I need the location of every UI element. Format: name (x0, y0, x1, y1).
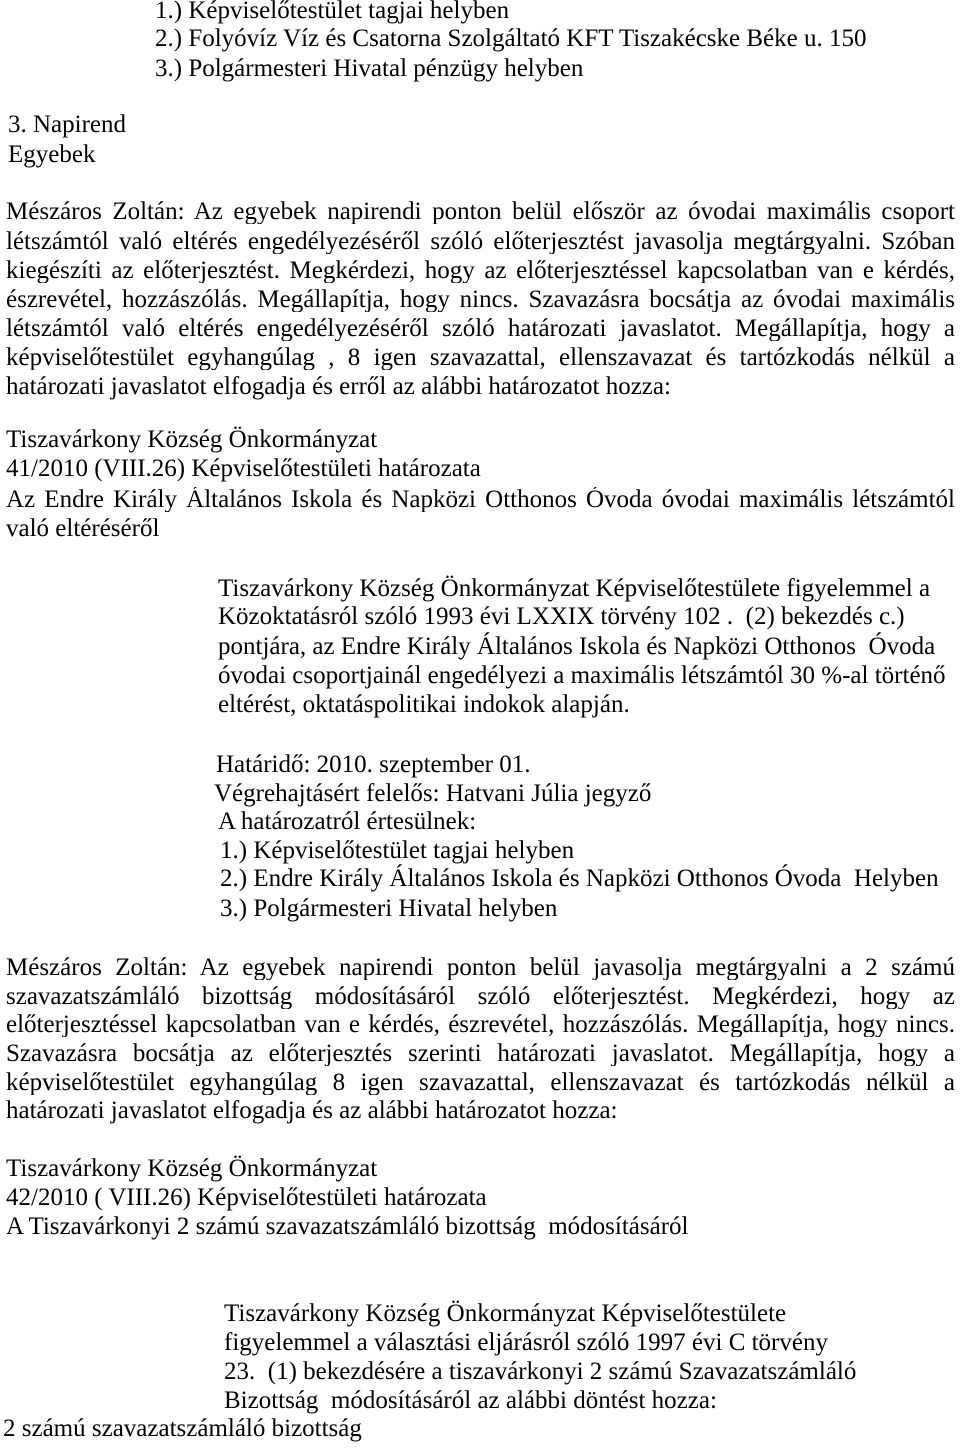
resolution-2-body-line: Bizottság módosításáról az alábbi döntést hozza: (224, 1387, 717, 1414)
resolution-1-notified-item: 1.) Képviselőtestület tagjai helyben (220, 837, 575, 864)
minutes-1-line: észrevétel, hozzászólás. Megállapítja, hogy nincs. Szavazásra bocsátja az óvodai maximális (6, 287, 955, 312)
distribution-item: 1.) Képviselőtestület tagjai helyben (155, 0, 510, 24)
resolution-1-notified-item: 2.) Endre Király Általános Iskola és Napközi Otthonos Óvoda Helyben (220, 865, 939, 892)
minutes-1-line: létszámtól való eltérés engedélyezéséről szóló határozati javaslatot. Megállapítja, hogy a (6, 316, 955, 341)
resolution-1-responsible: Végrehajtásért felelős: Hatvani Júlia jegyző (214, 780, 652, 807)
minutes-1-line: kiegészíti az előterjesztést. Megkérdezi, hogy az előterjesztéssel kapcsolatban van e kérdés, (6, 258, 955, 283)
minutes-2-line: határozati javaslatot elfogadja és az alábbi határozatot hozza: (6, 1097, 618, 1124)
minutes-2-line: szavazatszámláló bizottság módosításáról szóló előterjesztést. Megkérdezi, hogy az (6, 984, 955, 1009)
resolution-2-number: 42/2010 ( VIII.26) Képviselőtestületi határozata (6, 1184, 487, 1211)
resolution-2-body-line: figyelemmel a választási eljárásról szóló 1997 évi C törvény (224, 1329, 828, 1356)
resolution-2-issuer: Tiszavárkony Község Önkormányzat (6, 1155, 378, 1182)
resolution-1-issuer: Tiszavárkony Község Önkormányzat (6, 426, 378, 453)
resolution-1-subject: való eltéréséről (6, 515, 160, 542)
resolution-1-number: 41/2010 (VIII.26) Képviselőtestületi határozata (6, 455, 481, 482)
resolution-2-body-line: 23. (1) bekezdésére a tiszavárkonyi 2 számú Szavazatszámláló (224, 1358, 857, 1385)
resolution-1-body-line: Közoktatásról szóló 1993 évi LXXIX törvény 102 . (2) bekezdés c.) (218, 603, 905, 630)
resolution-1-subject: Az Endre Király Általános Iskola és Napközi Otthonos Óvoda óvodai maximális létszámtól (6, 487, 955, 512)
minutes-2-line: előterjesztéssel kapcsolatban van e kérdés, észrevétel, hozzászólás. Megállapítja, hogy nincs. (6, 1012, 955, 1037)
resolution-1-body-line: eltérést, oktatáspolitikai indokok alapján. (218, 691, 630, 718)
resolution-1-body-line: óvodai csoportjainál engedélyezi a maximális létszámtól 30 %-al történő (218, 662, 946, 689)
resolution-1-body-line: Tiszavárkony Község Önkormányzat Képviselőtestülete figyelemmel a (218, 575, 931, 602)
resolution-1-body-line: pontjára, az Endre Király Általános Iskola és Napközi Otthonos Óvoda (218, 633, 936, 660)
resolution-1-notified-heading: A határozatról értesülnek: (218, 808, 477, 835)
agenda-title: Egyebek (8, 141, 96, 168)
resolution-1-notified-item: 3.) Polgármesteri Hivatal helyben (220, 895, 558, 922)
resolution-2-subject: A Tiszavárkonyi 2 számú szavazatszámláló bizottság módosításáról (6, 1213, 689, 1240)
minutes-2-line: Mészáros Zoltán: Az egyebek napirendi ponton belül javasolja megtárgyalni a 2 számú (6, 955, 955, 980)
minutes-1-line: határozati javaslatot elfogadja és erről az alábbi határozatot hozza: (6, 373, 671, 400)
minutes-1-line: Mészáros Zoltán: Az egyebek napirendi ponton belül először az óvodai maximális csoport (6, 199, 955, 224)
trailing-heading: 2 számú szavazatszámláló bizottság (3, 1415, 362, 1442)
minutes-1-line: képviselőtestület egyhangúlag , 8 igen szavazattal, ellenszavazat és tartózkodás nélkül a (6, 345, 955, 370)
resolution-1-deadline: Határidő: 2010. szeptember 01. (216, 751, 531, 778)
minutes-2-line: Szavazásra bocsátja az előterjesztés szerinti határozati javaslatot. Megállapítja, hogy a (6, 1041, 955, 1066)
minutes-1-line: létszámtól való eltérés engedélyezéséről szóló előterjesztést javasolja megtárgyalni. Szóban (6, 229, 955, 254)
minutes-2-line: képviselőtestület egyhangúlag 8 igen szavazattal, ellenszavazat és tartózkodás nélkül a (6, 1070, 955, 1095)
agenda-number: 3. Napirend (8, 111, 127, 138)
distribution-item: 2.) Folyóvíz Víz és Csatorna Szolgáltató KFT Tiszakécske Béke u. 150 (155, 25, 867, 52)
resolution-2-body-line: Tiszavárkony Község Önkormányzat Képviselőtestülete (224, 1300, 787, 1327)
distribution-item: 3.) Polgármesteri Hivatal pénzügy helyben (155, 55, 584, 82)
